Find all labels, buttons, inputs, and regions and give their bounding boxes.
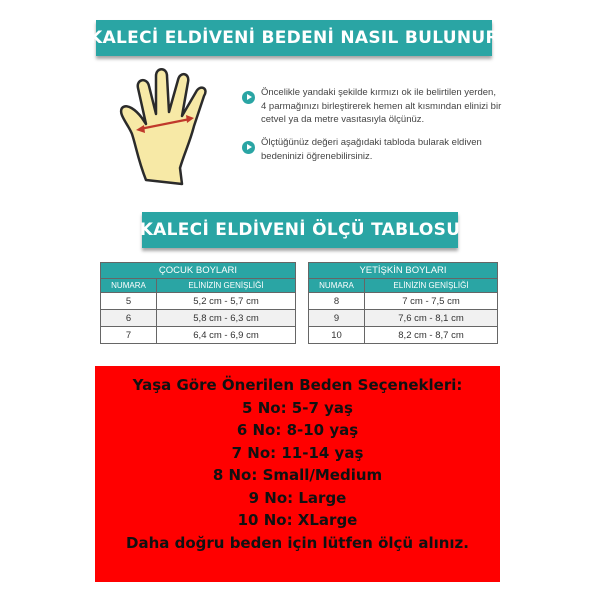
table-row bbox=[101, 310, 296, 327]
table-row bbox=[309, 327, 498, 344]
table-title: ÇOCUK BOYLARI bbox=[101, 263, 296, 279]
column-header: NUMARA bbox=[101, 279, 157, 293]
adult-size-table bbox=[308, 262, 498, 344]
child-size-table bbox=[100, 262, 296, 344]
table-cell: 7 bbox=[101, 327, 157, 344]
table-cell: 10 bbox=[309, 327, 365, 344]
column-header: ELİNİZİN GENİŞLİĞİ bbox=[157, 279, 296, 293]
table-cell: 6,4 cm - 6,9 cm bbox=[157, 327, 296, 344]
hand-outline bbox=[121, 69, 205, 184]
hand-illustration bbox=[116, 62, 240, 190]
table-row bbox=[101, 327, 296, 344]
recommendation-line: 10 No: XLarge bbox=[237, 511, 358, 529]
table-cell: 7,6 cm - 8,1 cm bbox=[365, 310, 498, 327]
instruction-1 bbox=[242, 86, 502, 127]
arrow-bullet-icon bbox=[242, 91, 255, 104]
table-title: YETİŞKİN BOYLARI bbox=[309, 263, 498, 279]
table-cell: 7 cm - 7,5 cm bbox=[365, 293, 498, 310]
recommendation-line: 6 No: 8-10 yaş bbox=[236, 421, 359, 439]
instruction-text: Öncelikle yandaki şekilde kırmızı ok ile belirtilen yerden, 4 parmağınızı birleştirerek hemen alt kısmından elinizi bir cetvel ya da metre vasıtasıyla ölçünüz. bbox=[261, 87, 502, 125]
instruction-2 bbox=[242, 136, 502, 163]
instruction-text: Ölçtüğünüz değeri aşağıdaki tabloda bularak eldiven bedeninizi öğrenebilirsiniz. bbox=[261, 137, 482, 162]
table-row bbox=[309, 293, 498, 310]
table-cell: 9 bbox=[309, 310, 365, 327]
title-banner bbox=[89, 20, 499, 56]
table-cell: 6 bbox=[101, 310, 157, 327]
table-cell: 8 bbox=[309, 293, 365, 310]
column-header: ELİNİZİN GENİŞLİĞİ bbox=[365, 279, 498, 293]
table-cell: 5,8 cm - 6,3 cm bbox=[157, 310, 296, 327]
size-recommendation-panel bbox=[95, 366, 500, 582]
recommendation-note: Daha doğru beden için lütfen ölçü alınız. bbox=[126, 533, 469, 552]
table-cell: 5,2 cm - 5,7 cm bbox=[157, 293, 296, 310]
recommendation-line: 5 No: 5-7 yaş bbox=[242, 398, 353, 417]
recommendation-line: 9 No: Large bbox=[248, 488, 347, 507]
size-chart-banner-text: KALECİ ELDİVENİ ÖLÇÜ TABLOSU bbox=[139, 220, 461, 240]
column-header: NUMARA bbox=[309, 279, 365, 293]
table-row bbox=[101, 293, 296, 310]
table-cell: 5 bbox=[101, 293, 157, 310]
recommendation-heading: Yaşa Göre Önerilen Beden Seçenekleri: bbox=[132, 376, 463, 394]
size-chart-banner bbox=[139, 212, 461, 248]
table-row bbox=[309, 310, 498, 327]
recommendation-line: 8 No: Small/Medium bbox=[212, 466, 383, 484]
arrow-bullet-icon bbox=[242, 141, 255, 154]
title-banner-text: KALECİ ELDİVENİ BEDENİ NASIL BULUNUR bbox=[89, 28, 499, 48]
table-cell: 8,2 cm - 8,7 cm bbox=[365, 327, 498, 344]
recommendation-line: 7 No: 11-14 yaş bbox=[231, 443, 364, 462]
